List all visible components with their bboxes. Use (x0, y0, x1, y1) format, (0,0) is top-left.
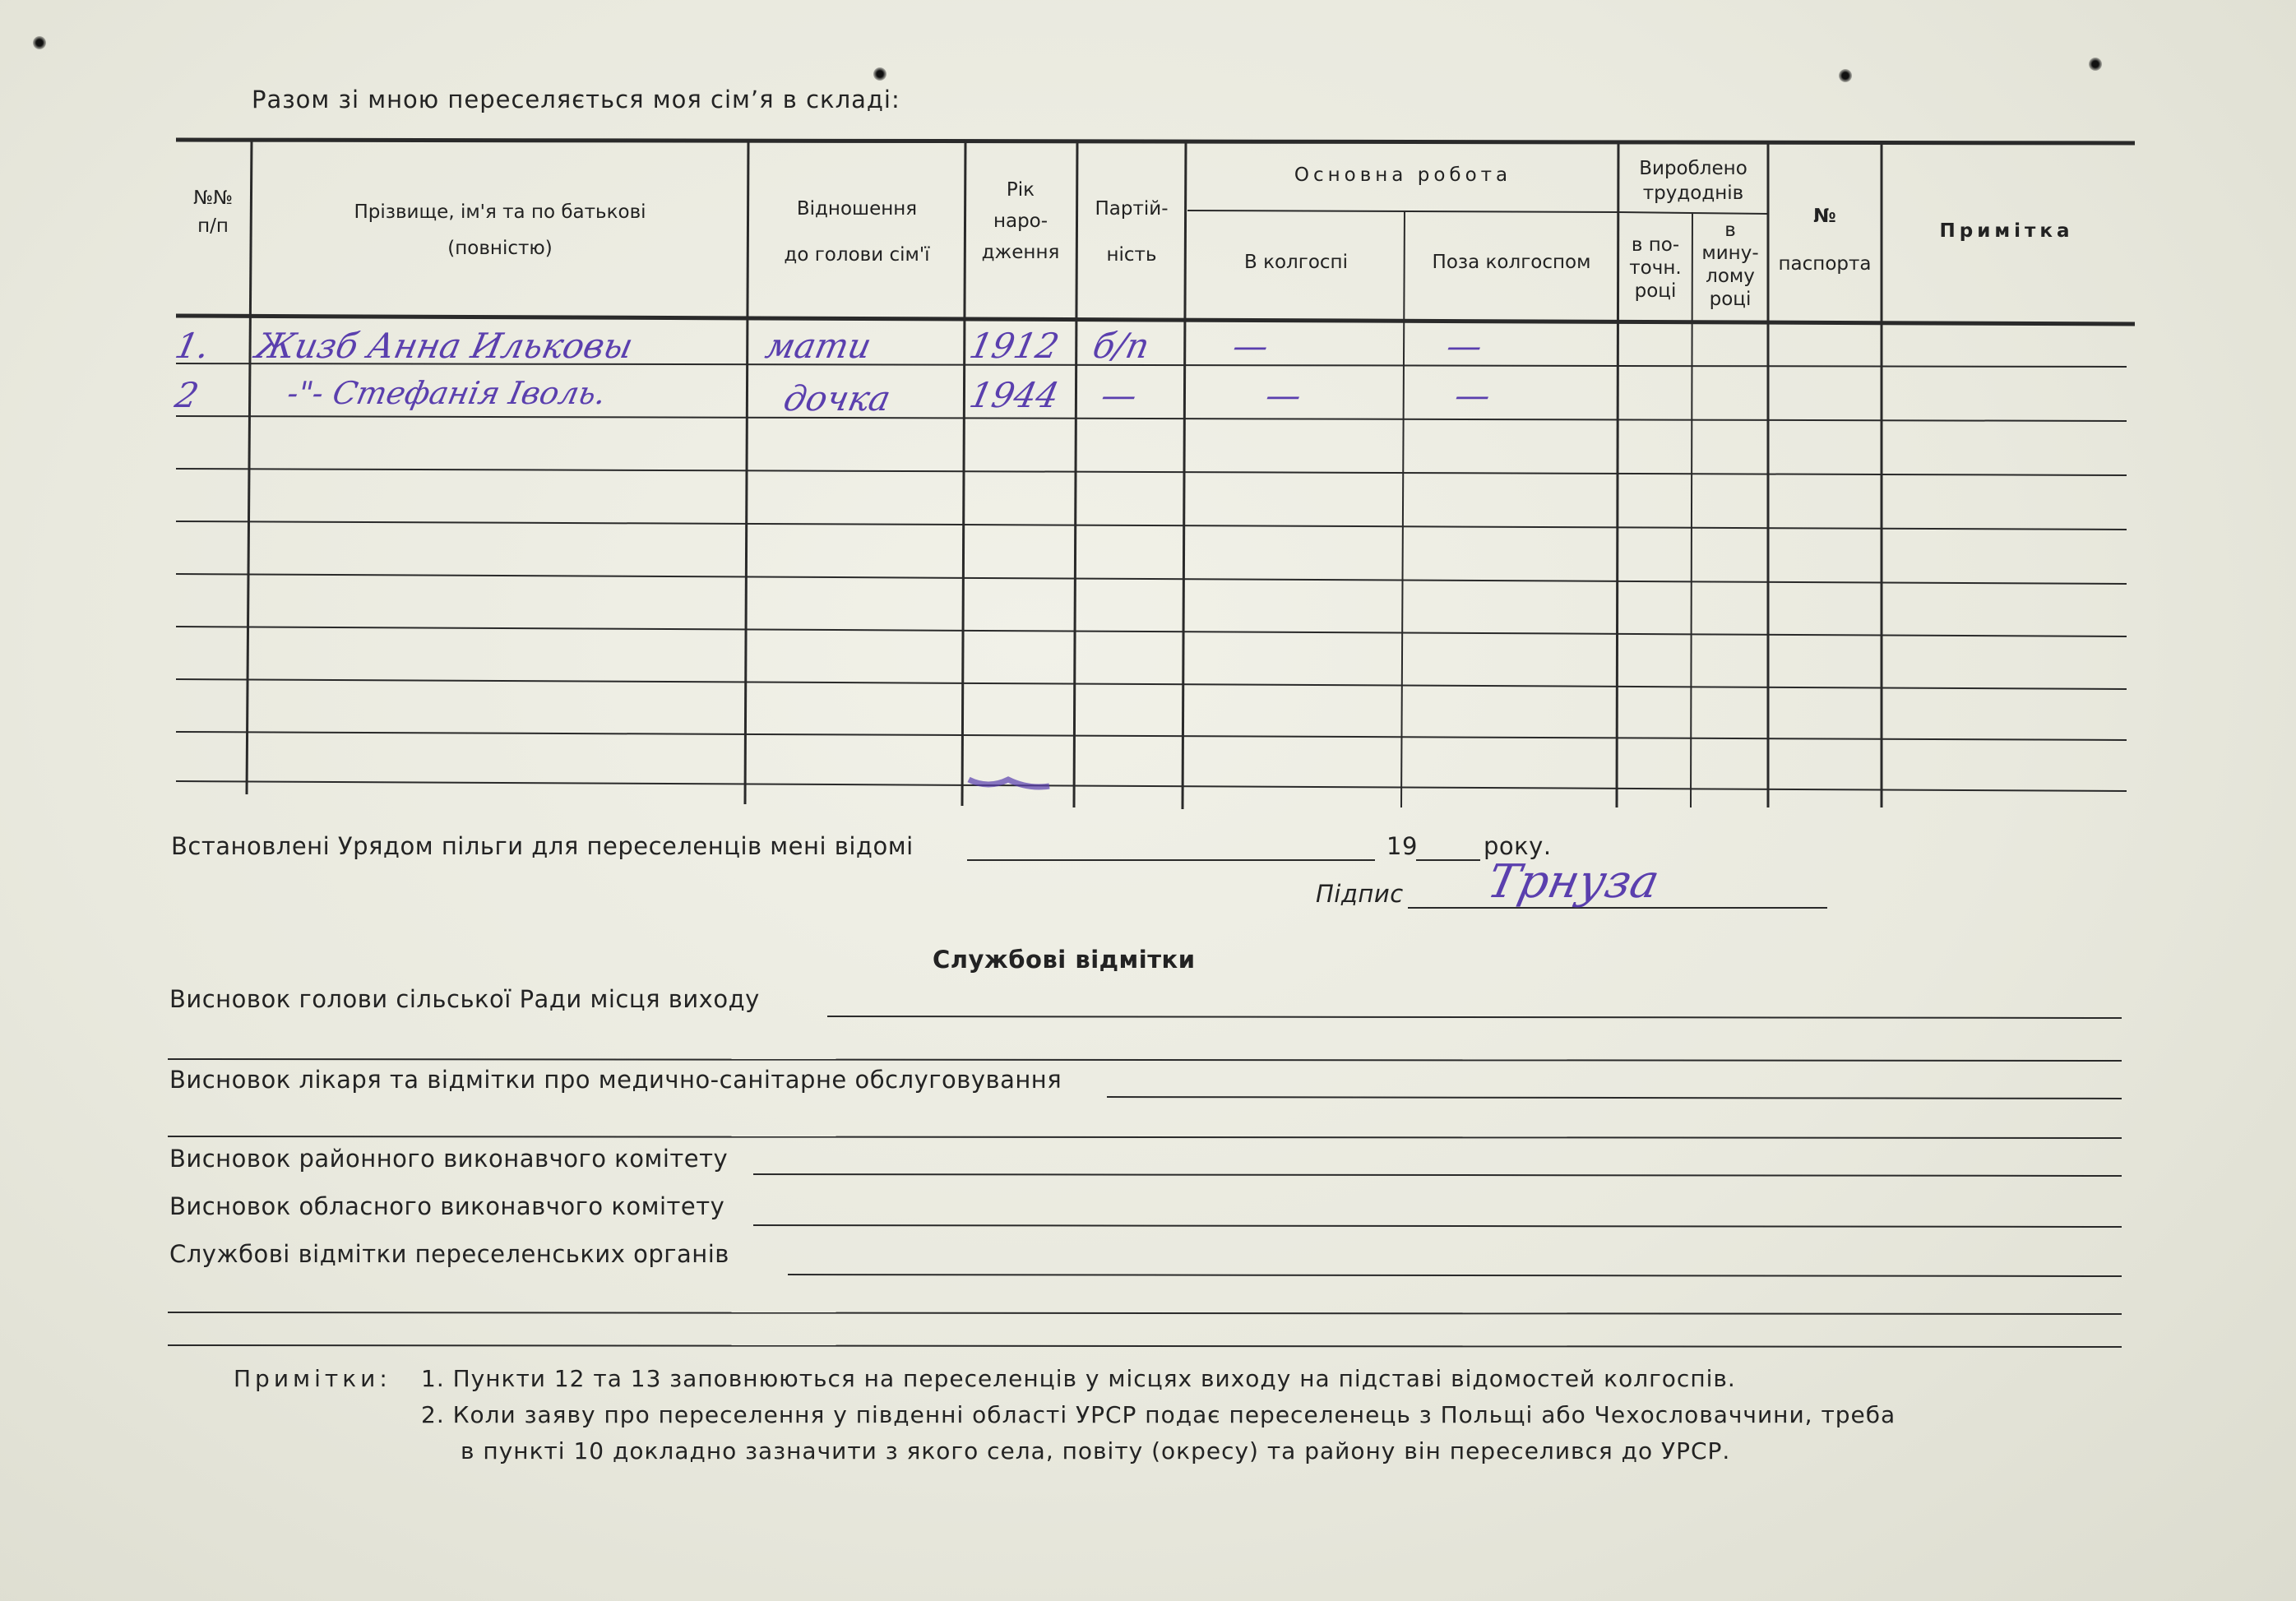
notes-label: Примітки: (234, 1365, 391, 1392)
official-item-region: Висновок обласного виконавчого комітету (169, 1192, 725, 1220)
header-in-kolgosp: В колгоспі (1244, 252, 1348, 273)
header-relation: Відношення до голови сім'ї (784, 198, 930, 266)
official-item-district: Висновок районного виконавчого комітету (169, 1145, 729, 1173)
header-name: Прізвище, ім'я та по батькові (повністю) (354, 201, 646, 259)
header-past-year: в мину- лому році (1701, 220, 1759, 310)
row2-party: — (1097, 375, 1141, 415)
row1-party: б/п (1089, 326, 1154, 366)
note-2-cont: в пункті 10 докладно зазначити з якого села, повіту (окресу) та району він переселився до УРСР. (461, 1437, 1731, 1464)
row2-num: 2 (171, 375, 202, 415)
header-num: №№ п/п (193, 187, 233, 237)
row1-in-kolgosp: — (1229, 326, 1273, 366)
benefits-text: Встановлені Урядом пільги для переселенців мені відомі (171, 832, 914, 860)
header-outside-kolgosp: Поза колгоспом (1432, 252, 1591, 273)
header-year: Рік наро- дження (981, 179, 1060, 263)
note-1: 1. Пункти 12 та 13 заповнюються на переселенців у місцях виходу на підставі відомостей колгоспів. (421, 1365, 1736, 1392)
header-workdays: Вироблено трудоднів (1639, 158, 1747, 204)
note-2: 2. Коли заяву про переселення у південні області УРСР подає переселенець з Польщі або Чехословаччини, треба (421, 1401, 1896, 1428)
row2-in-kolgosp: — (1261, 375, 1306, 415)
signature-value: Трнуза (1483, 855, 1664, 909)
header-party: Партій- ність (1095, 198, 1169, 266)
benefits-year-suffix: року. (1484, 832, 1552, 860)
official-item-village-council: Висновок голови сільської Ради місця виходу (169, 985, 760, 1013)
header-passport: № паспорта (1778, 206, 1872, 275)
row2-relation: дочка (780, 378, 895, 419)
row1-outside-kolgosp: — (1442, 326, 1487, 366)
official-title: Службові відмітки (933, 946, 1196, 974)
benefits-year-prefix: 19 (1386, 832, 1418, 860)
row1-num: 1. (171, 326, 214, 366)
official-item-doctor: Висновок лікаря та відмітки про медично-санітарне обслуговування (169, 1066, 1062, 1094)
row2-name: -"- Стефанія Іволь. (284, 375, 610, 411)
row1-name: Жизб Анна Ильковы (252, 326, 637, 366)
header-current-year: в по- точн. році (1629, 234, 1682, 302)
row1-year: 1912 (965, 326, 1063, 366)
header-note: Примітка (1939, 220, 2074, 242)
row2-year: 1944 (965, 375, 1063, 415)
signature-label: Підпис (1316, 880, 1404, 908)
row2-outside-kolgosp: — (1451, 375, 1495, 415)
official-item-resettlement: Службові відмітки переселенських органів (169, 1240, 729, 1268)
family-intro: Разом зі мною переселяється моя сім’я в складі: (252, 86, 900, 113)
header-main-work: Основна робота (1294, 164, 1512, 186)
row1-relation: мати (761, 326, 875, 366)
